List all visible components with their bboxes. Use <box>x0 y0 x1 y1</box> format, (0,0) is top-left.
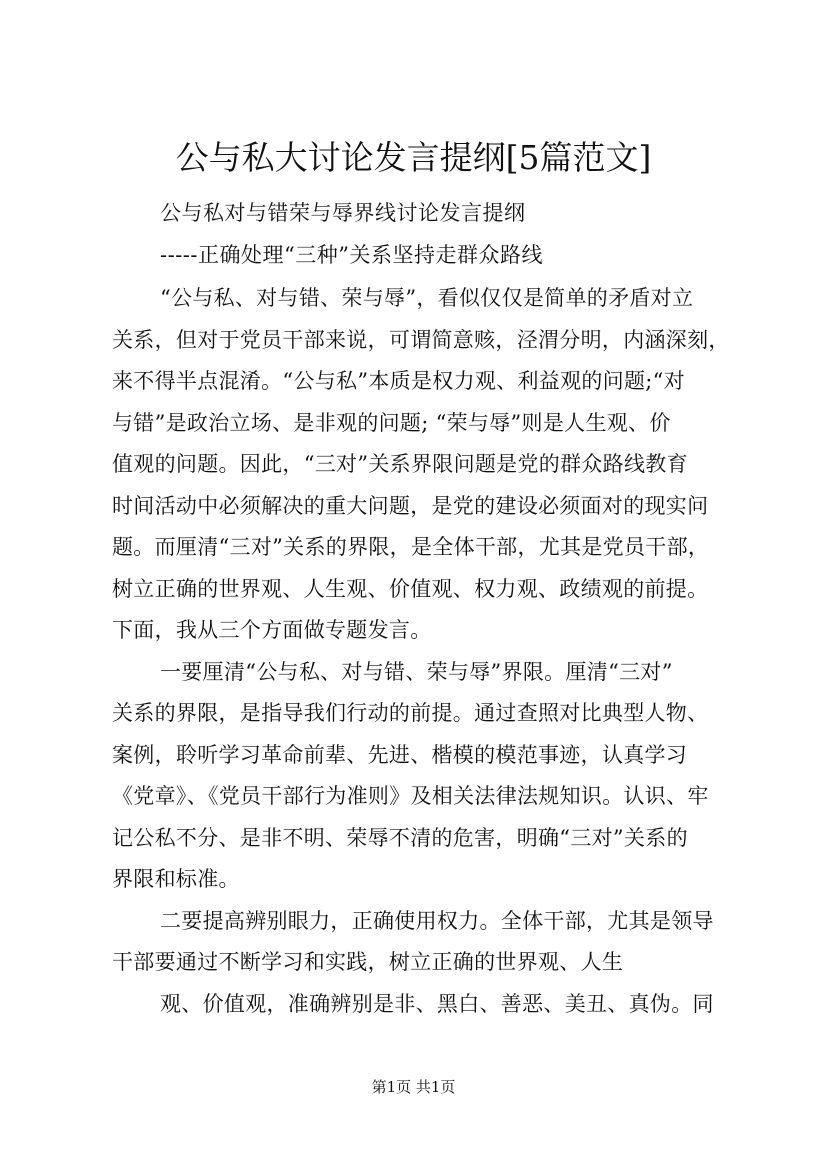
body-line: 题。而厘清“三对”关系的界限，是全体干部，尤其是党员干部， <box>112 535 710 559</box>
body-line: 关系，但对于党员干部来说，可谓简意赅，泾渭分明，内涵深刻， <box>112 328 730 352</box>
page-footer: 第1页 共1页 <box>371 1078 456 1096</box>
body-line: 时间活动中必须解决的重大问题，是党的建设必须面对的现实问 <box>112 494 709 518</box>
document-title: 公与私大讨论发言提纲[5篇范文] <box>175 138 652 177</box>
body-line: 观、价值观，准确辨别是非、黑白、善恶、美丑、真伪。同 <box>160 992 714 1016</box>
body-line: 下面，我从三个方面做专题发言。 <box>112 618 432 642</box>
body-line: 界限和标准。 <box>112 867 240 891</box>
body-line: 二要提高辨别眼力，正确使用权力。全体干部，尤其是领导 <box>160 909 714 933</box>
document-subtitle: 公与私对与错荣与辱界线讨论发言提纲 <box>160 201 526 225</box>
document-subtitle-2: -----正确处理“三种”关系坚持走群众路线 <box>160 243 543 267</box>
body-line: 记公私不分、是非不明、荣辱不清的危害，明确“三对”关系的 <box>112 826 688 850</box>
body-line: “公与私、对与错、荣与辱”，看似仅仅是简单的矛盾对立 <box>160 286 694 310</box>
body-line: 案例，聆听学习革命前辈、先进、楷模的模范事迹，认真学习 <box>112 743 688 767</box>
body-line: 与错”是政治立场、是非观的问题; “荣与辱”则是人生观、价 <box>112 411 671 435</box>
body-line: 来不得半点混淆。“公与私”本质是权力观、利益观的问题;“对 <box>112 369 685 393</box>
body-line: 值观的问题。因此，“三对”关系界限问题是党的群众路线教育 <box>112 452 688 476</box>
body-line: 《党章》、《党员干部行为准则》及相关法律法规知识。认识、牢 <box>112 784 709 808</box>
body-line: 关系的界限，是指导我们行动的前提。通过查照对比典型人物、 <box>112 701 709 725</box>
body-line: 干部要通过不断学习和实践，树立正确的世界观、人生 <box>112 950 624 974</box>
body-line: 一要厘清“公与私、对与错、荣与辱”界限。厘清“三对” <box>160 660 673 684</box>
body-line: 树立正确的世界观、人生观、价值观、权力观、政绩观的前提。 <box>112 577 709 601</box>
